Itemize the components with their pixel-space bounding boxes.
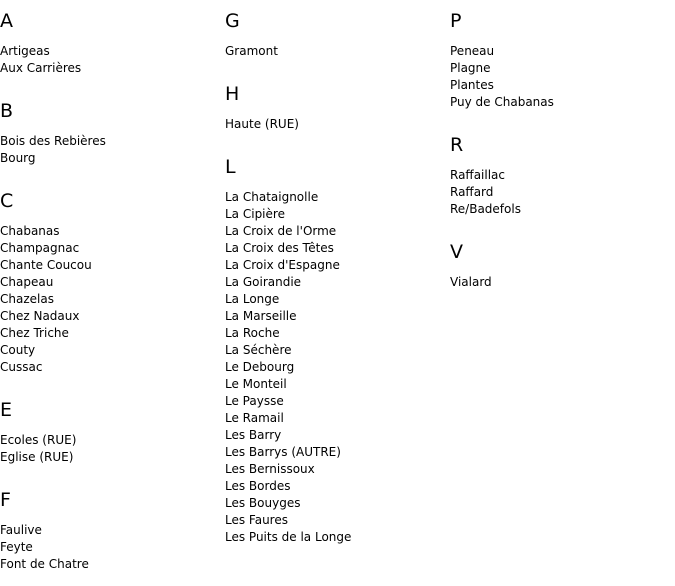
street-link[interactable]: Bourg <box>0 151 36 165</box>
street-link[interactable]: Les Bouyges <box>225 496 301 510</box>
street-link[interactable]: Le Paysse <box>225 394 284 408</box>
street-link[interactable]: Champagnac <box>0 241 80 255</box>
letter-heading: V <box>450 241 463 263</box>
letter-group <box>225 10 450 60</box>
street-link[interactable]: Les Bernissoux <box>225 462 315 476</box>
street-link[interactable]: Les Barry <box>225 428 282 442</box>
letter-heading: B <box>0 100 14 122</box>
index-column <box>450 10 675 314</box>
street-link[interactable]: Chez Triche <box>0 326 69 340</box>
letter-heading: E <box>0 399 13 421</box>
letter-heading: G <box>225 10 240 32</box>
street-link[interactable]: Les Barrys (AUTRE) <box>225 445 341 459</box>
index-column <box>225 10 450 569</box>
street-link[interactable]: Faulive <box>0 523 42 537</box>
letter-heading: A <box>0 10 13 32</box>
street-list <box>0 432 225 466</box>
street-link[interactable]: La Marseille <box>225 309 297 323</box>
street-link[interactable]: Font de Chatre <box>0 557 89 571</box>
street-link[interactable]: Les Faures <box>225 513 288 527</box>
street-link[interactable]: La Cipière <box>225 207 285 221</box>
street-link[interactable]: Vialard <box>450 275 492 289</box>
street-list <box>450 167 675 218</box>
letter-group <box>0 399 225 466</box>
street-link[interactable]: Plantes <box>450 78 494 92</box>
street-link[interactable]: Artigeas <box>0 44 50 58</box>
street-list <box>450 43 675 111</box>
street-link[interactable]: Aux Carrières <box>0 61 82 75</box>
letter-group <box>450 241 675 291</box>
letter-group <box>0 10 225 77</box>
street-link[interactable]: Chapeau <box>0 275 54 289</box>
letter-group <box>0 190 225 376</box>
index-column <box>0 10 225 586</box>
street-link[interactable]: Le Monteil <box>225 377 287 391</box>
street-link[interactable]: Feyte <box>0 540 33 554</box>
street-link[interactable]: La Croix des Têtes <box>225 241 334 255</box>
street-link[interactable]: Bois des Rebières <box>0 134 106 148</box>
street-link[interactable]: La Goirandie <box>225 275 302 289</box>
street-list <box>225 189 450 546</box>
street-link[interactable]: La Croix de l'Orme <box>225 224 337 238</box>
street-list <box>0 223 225 376</box>
letter-group <box>0 489 225 573</box>
street-link[interactable]: Cussac <box>0 360 43 374</box>
street-link[interactable]: La Croix d'Espagne <box>225 258 340 272</box>
letter-heading: C <box>0 190 14 212</box>
street-list <box>0 43 225 77</box>
street-link[interactable]: Le Debourg <box>225 360 295 374</box>
letter-group <box>225 156 450 546</box>
street-link[interactable]: Les Puits de la Longe <box>225 530 352 544</box>
street-link[interactable]: Gramont <box>225 44 278 58</box>
street-link[interactable]: Haute (RUE) <box>225 117 299 131</box>
street-link[interactable]: Ecoles (RUE) <box>0 433 77 447</box>
street-list <box>0 133 225 167</box>
letter-group <box>450 134 675 218</box>
street-link[interactable]: Raffaillac <box>450 168 506 182</box>
letter-group <box>450 10 675 111</box>
street-link[interactable]: Chante Coucou <box>0 258 92 272</box>
street-link[interactable]: Peneau <box>450 44 495 58</box>
letter-heading: R <box>450 134 464 156</box>
letter-heading: F <box>0 489 11 511</box>
street-link[interactable]: Couty <box>0 343 36 357</box>
street-link[interactable]: Eglise (RUE) <box>0 450 74 464</box>
street-link[interactable]: Chabanas <box>0 224 60 238</box>
street-link[interactable]: Re/Badefols <box>450 202 521 216</box>
letter-group <box>0 100 225 167</box>
street-link[interactable]: La Chataignolle <box>225 190 319 204</box>
letter-heading: P <box>450 10 462 32</box>
street-link[interactable]: Le Ramail <box>225 411 284 425</box>
street-link[interactable]: Chez Nadaux <box>0 309 80 323</box>
letter-heading: H <box>225 83 240 105</box>
street-link[interactable]: Raffard <box>450 185 494 199</box>
street-list <box>225 116 450 133</box>
street-link[interactable]: La Longe <box>225 292 280 306</box>
street-list <box>0 522 225 573</box>
street-link[interactable]: Plagne <box>450 61 491 75</box>
street-link[interactable]: Chazelas <box>0 292 54 306</box>
street-link[interactable]: La Séchère <box>225 343 292 357</box>
street-link[interactable]: La Roche <box>225 326 280 340</box>
letter-heading: L <box>225 156 236 178</box>
street-list <box>450 274 675 291</box>
street-link[interactable]: Puy de Chabanas <box>450 95 554 109</box>
street-list <box>225 43 450 60</box>
street-link[interactable]: Les Bordes <box>225 479 291 493</box>
letter-group <box>225 83 450 133</box>
